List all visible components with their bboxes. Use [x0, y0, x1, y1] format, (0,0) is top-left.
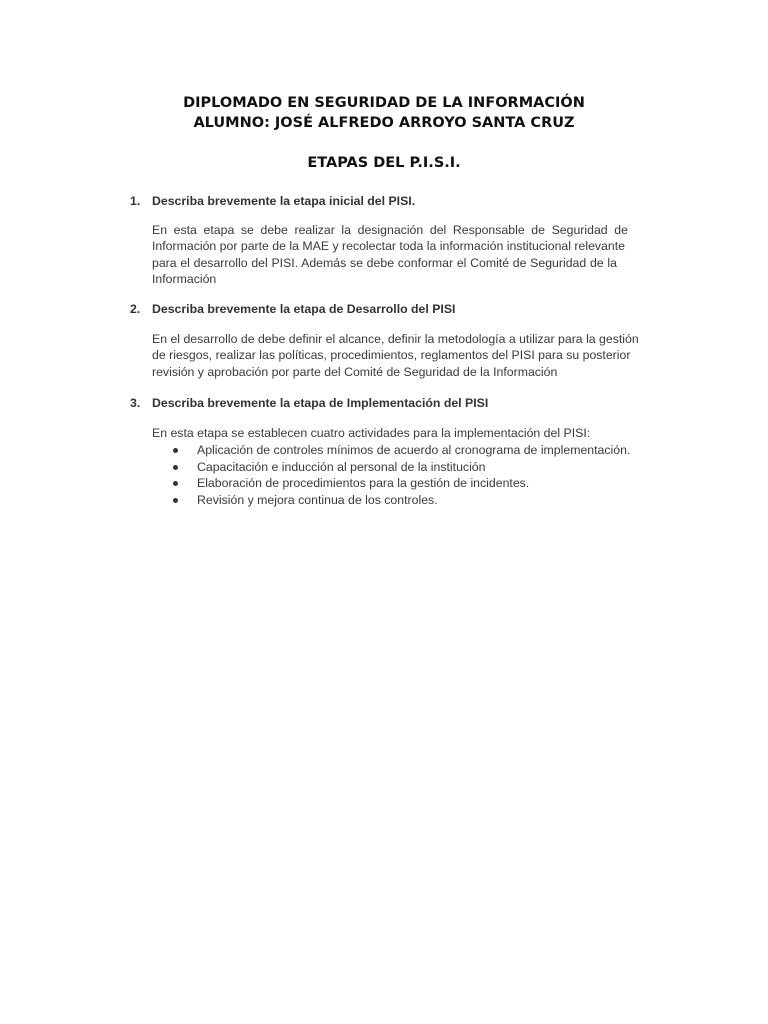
list-item-text: Revisión y mejora continua de los controles. [197, 492, 438, 507]
list-item-text: Capacitación e inducción al personal de la institución [197, 459, 486, 474]
answer-line: En esta etapa se establecen cuatro actividades para la implementación del PISI: [152, 426, 591, 440]
list-item [152, 492, 692, 509]
title-line-student: ALUMNO: JOSÉ ALFREDO ARROYO SANTA CRUZ [193, 115, 575, 131]
activities-list [152, 442, 692, 508]
answer-1 [152, 222, 662, 287]
question-text: Describa brevemente la etapa de Desarrollo del PISI [152, 302, 456, 316]
question-number: 1. [130, 194, 141, 208]
answer-line: para el desarrollo del PISI. Además se debe conformar el Comité de Seguridad de la [152, 255, 617, 270]
list-item-text: Elaboración de procedimientos para la gestión de incidentes. [197, 476, 530, 490]
list-item [152, 459, 692, 476]
answer-2 [152, 331, 662, 380]
list-item [152, 475, 692, 492]
bullet-icon [173, 448, 178, 453]
answer-line: revisión y aprobación por parte del Comité de Seguridad de la Información [152, 364, 558, 379]
document-title [0, 93, 768, 133]
answer-line: En esta etapa se debe realizar la designación del Responsable de Seguridad de [152, 223, 628, 237]
document-subtitle: ETAPAS DEL P.I.S.I. [307, 155, 461, 171]
question-number: 3. [130, 396, 141, 410]
bullet-icon [173, 481, 178, 486]
bullet-icon [173, 465, 178, 470]
title-line-course: DIPLOMADO EN SEGURIDAD DE LA INFORMACIÓN [183, 95, 585, 111]
question-text: Describa brevemente la etapa de Implementación del PISI [152, 396, 489, 410]
question-text: Describa brevemente la etapa inicial del PISI. [152, 194, 416, 208]
answer-line: Información por parte de la MAE y recolectar toda la información institucional relevante [152, 239, 625, 254]
bullet-icon [173, 498, 178, 503]
list-item [152, 442, 692, 459]
answer-3 [152, 425, 662, 441]
answer-line: En el desarrollo de debe definir el alcance, definir la metodología a utilizar para la gestión [152, 332, 639, 346]
question-number: 2. [130, 302, 141, 316]
list-item-text: Aplicación de controles mínimos de acuerdo al cronograma de implementación. [197, 443, 631, 457]
answer-line: de riesgos, realizar las políticas, procedimientos, reglamentos del PISI para su posterior [152, 348, 631, 363]
answer-line: Información [152, 271, 217, 286]
